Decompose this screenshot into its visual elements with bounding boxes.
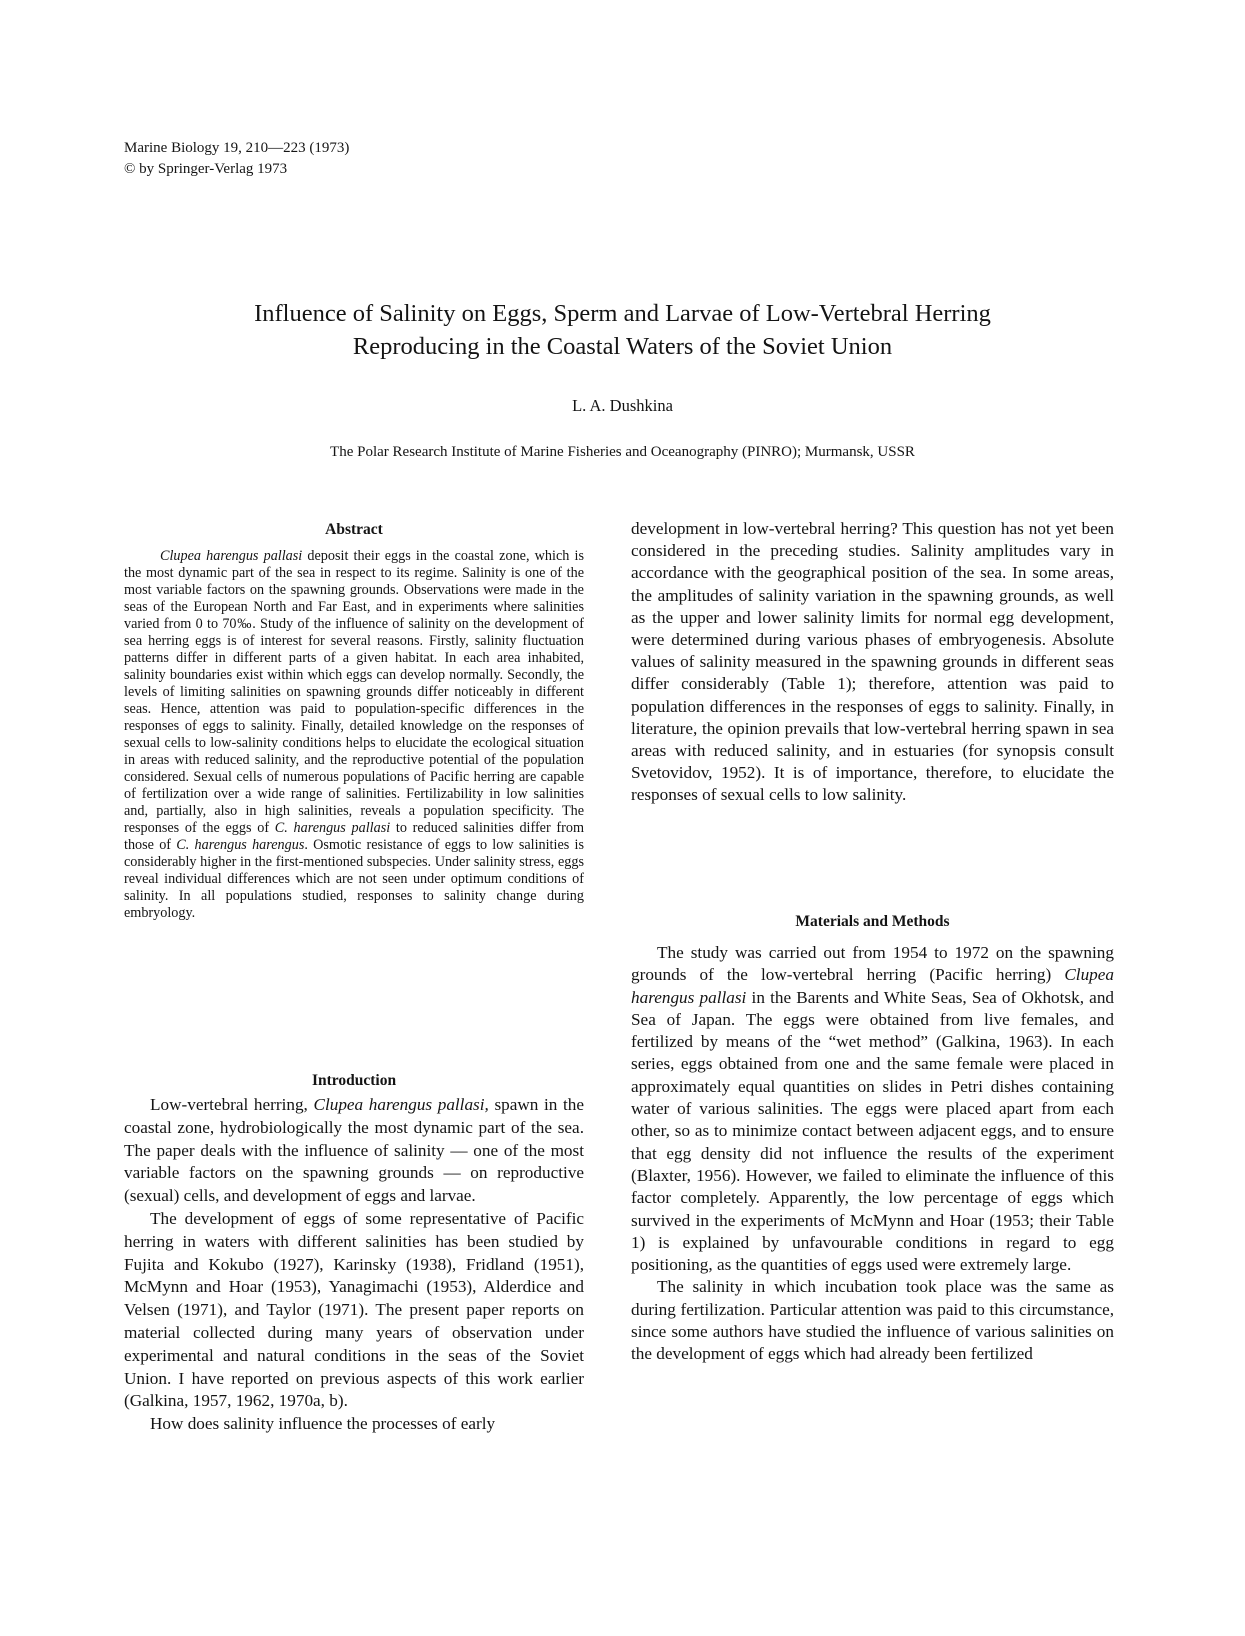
abstract-species-name: Clupea harengus pallasi: [160, 548, 303, 564]
introduction-paragraph-3: How does salinity influence the processes of early: [150, 1414, 496, 1434]
methods-p1-text-a: The study was carried out from 1954 to 1972 on the spawning grounds of the low-vertebral herring (Pacific herring): [631, 943, 1114, 985]
copyright-line: © by Springer-Verlag 1973: [124, 161, 288, 177]
abstract-species-name-3: C. harengus harengus: [176, 837, 305, 853]
methods-p1-species-name: Clupea harengus pallasi: [631, 965, 1114, 1007]
intro-p1-species-name: Clupea harengus pallasi,: [313, 1095, 489, 1114]
introduction-heading: Introduction: [311, 1072, 397, 1089]
intro-p1-text-a: Low-vertebral herring,: [150, 1095, 314, 1114]
author-affiliation: The Polar Research Institute of Marine Fisheries and Oceanography (PINRO); Murmansk, USSR: [330, 444, 915, 460]
abstract-segment-3: . Osmotic resistance of eggs to low salinities is considerably higher in the first-mentioned subspecies. Under salinity stress, eggs reveal individual differences which are not seen under optimum conditions of salinity. In all populations studied, responses to salinity change during embryology.: [124, 837, 584, 921]
methods-paragraph-2: The salinity in which incubation took place was the same as during fertilization. Particular attention was paid to this circumstance, since some authors have studied the influence of various salinities on the development of eggs which had already been fertilized: [631, 1277, 1114, 1364]
abstract-text: [124, 548, 584, 922]
methods-p1-text-b: in the Barents and White Seas, Sea of Okhotsk, and Sea of Japan. The eggs were obtained from live females, and fertilized by means of the “wet method” (Galkina, 1963). In each series, eggs obtained from one and the same female were placed in approximately equal quantities on slides in Petri dishes containing water of various salinities. The eggs were placed apart from each other, so as to minimize contact between adjacent eggs, and to ensure that egg density did not influence the results of the experiment (Blaxter, 1956). However, we failed to eliminate the influence of this factor completely. Apparently, the low percentage of eggs which survived in the experiments of McMynn and Hoar (1953; their Table 1) is explained by unfavourable conditions in regard to egg positioning, as the quantities of eggs used were extremely large.: [631, 987, 1115, 1275]
methods-paragraph-1: [631, 942, 1114, 1276]
introduction-paragraph-1: [124, 1094, 584, 1208]
abstract-segment-2: to reduced salinities differ from those of: [124, 820, 584, 853]
methods-body: [631, 942, 1114, 1366]
introduction-body: [124, 1094, 584, 1436]
introduction-paragraph-2: The development of eggs of some representative of Pacific herring in waters with different salinities has been studied by Fujita and Kokubo (1927), Karinsky (1938), Fridland (1951), McMynn and Hoar (1953), Yanagimachi (1953), Alderdice and Velsen (1971), and Taylor (1971). The present paper reports on material collected during many years of observation under experimental and natural conditions in the seas of the Soviet Union. I have reported on previous aspects of this work earlier (Galkina, 1957, 1962, 1970a, b).: [124, 1208, 584, 1411]
paper-title-line-2: Reproducing in the Coastal Waters of the Soviet Union: [352, 333, 893, 360]
abstract-segment-1: deposit their eggs in the coastal zone, which is the most dynamic part of the sea in respect to its regime. Salinity is one of the most variable factors on the spawning grounds. Observations were made in the seas of the European North and Far East, and in experiments where salinities varied from 0 to 70‰. Study of the influence of salinity on the development of sea herring eggs is of interest for several reasons. Firstly, salinity fluctuation patterns differ in different parts of a given habitat. In each area inhabited, salinity boundaries exist within which eggs can develop normally. Secondly, the levels of limiting salinities on spawning grounds differ noticeably in different seas. Hence, attention was paid to population-specific differences in the responses of eggs to salinity. Finally, detailed knowledge on the responses of sexual cells to low-salinity conditions helps to elucidate the ecological situation in areas with reduced salinity, and the reproductive potential of the population considered. Sexual cells of numerous populations of Pacific herring are capable of fertilization over a wide range of salinities. Fertilizability in low salinities and, partially, also in high salinities, reveals a population specificity. The responses of the eggs of: [124, 548, 584, 836]
paper-title-line-1: Influence of Salinity on Eggs, Sperm and Larvae of Low-Vertebral Herring: [254, 300, 991, 327]
author-name: L. A. Dushkina: [572, 396, 673, 415]
intro-p1-text-b: spawn in the coastal zone, hydrobiologically the most dynamic part of the sea. The paper deals with the influence of salinity — one of the most variable factors on the spawning grounds — on reproductive (sexual) cells, and development of eggs and larvae.: [124, 1095, 584, 1206]
introduction-continued: [631, 518, 1114, 807]
journal-citation: Marine Biology 19, 210—223 (1973): [124, 140, 350, 156]
abstract-species-name-2: C. harengus pallasi: [274, 820, 391, 836]
introduction-paragraph-3-continued: development in low-vertebral herring? This question has not yet been considered in the preceding studies. Salinity amplitudes vary in accordance with the geographical position of the sea. In some areas, the amplitudes of salinity variation in the spawning grounds, as well as the upper and lower salinity limits for normal egg development, were determined during various phases of embryogenesis. Absolute values of salinity measured in the spawning grounds in different seas differ considerably (Table 1); therefore, attention was paid to population differences in the responses of eggs to salinity. Finally, in literature, the opinion prevails that low-vertebral herring spawn in sea areas with reduced salinity, and in estuaries (for synopsis consult Svetovidov, 1952). It is of importance, therefore, to elucidate the responses of sexual cells to low salinity.: [631, 519, 1114, 805]
journal-header: [124, 138, 349, 180]
paper-title: [100, 297, 1145, 363]
methods-heading: Materials and Methods: [795, 913, 950, 930]
abstract-heading: Abstract: [325, 521, 383, 538]
